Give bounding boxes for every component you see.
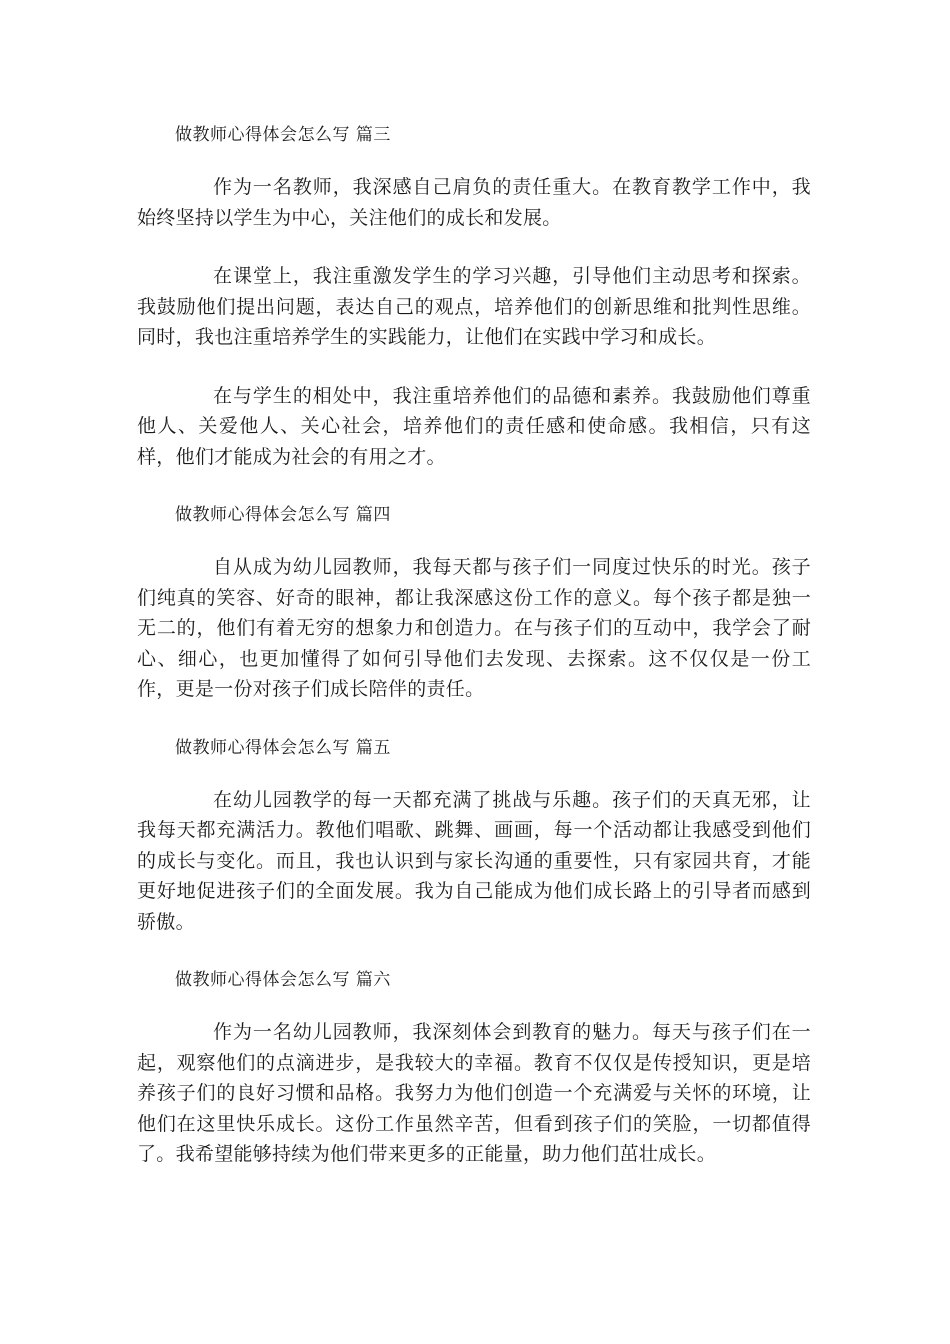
paragraph: 作为一名教师，我深感自己肩负的责任重大。在教育教学工作中，我始终坚持以学生为中心，关注他们的成长和发展。 bbox=[137, 176, 811, 229]
section-heading: 做教师心得体会怎么写 篇四 bbox=[175, 505, 391, 525]
section-heading: 做教师心得体会怎么写 篇六 bbox=[175, 970, 391, 990]
document-page bbox=[137, 120, 811, 1170]
section-heading: 做教师心得体会怎么写 篇五 bbox=[175, 737, 391, 758]
paragraph: 在幼儿园教学的每一天都充满了挑战与乐趣。孩子们的天真无邪，让我每天都充满活力。教他们唱歌、跳舞、画画，每一个活动都让我感受到他们的成长与变化。而且，我也认识到与家长沟通的重要性，只有家园共育，才能更好地促进孩子们的全面发展。我为自己能成为他们成长路上的引导者而感到骄傲。 bbox=[137, 788, 811, 933]
section-heading: 做教师心得体会怎么写 篇三 bbox=[175, 125, 391, 145]
paragraph: 在与学生的相处中，我注重培养他们的品德和素养。我鼓励他们尊重他人、关爱他人、关心社会，培养他们的责任感和使命感。我相信，只有这样，他们才能成为社会的有用之才。 bbox=[137, 384, 811, 468]
paragraph: 作为一名幼儿园教师，我深刻体会到教育的魅力。每天与孩子们在一起，观察他们的点滴进步，是我较大的幸福。教育不仅仅是传授知识，更是培养孩子们的良好习惯和品格。我努力为他们创造一个充满爱与关怀的环境，让他们在这里快乐成长。这份工作虽然辛苦，但看到孩子们的笑脸，一切都值得了。我希望能够持续为他们带来更多的正能量，助力他们茁壮成长。 bbox=[137, 1021, 811, 1165]
paragraph: 自从成为幼儿园教师，我每天都与孩子们一同度过快乐的时光。孩子们纯真的笑容、好奇的眼神，都让我深感这份工作的意义。每个孩子都是独一无二的，他们有着无穷的想象力和创造力。在与孩子们的互动中，我学会了耐心、细心，也更加懂得了如何引导他们去发现、去探索。这不仅仅是一份工作，更是一份对孩子们成长陪伴的责任。 bbox=[137, 556, 811, 700]
paragraph: 在课堂上，我注重激发学生的学习兴趣，引导他们主动思考和探索。我鼓励他们提出问题，表达自己的观点，培养他们的创新思维和批判性思维。同时，我也注重培养学生的实践能力，让他们在实践中学习和成长。 bbox=[137, 265, 811, 348]
